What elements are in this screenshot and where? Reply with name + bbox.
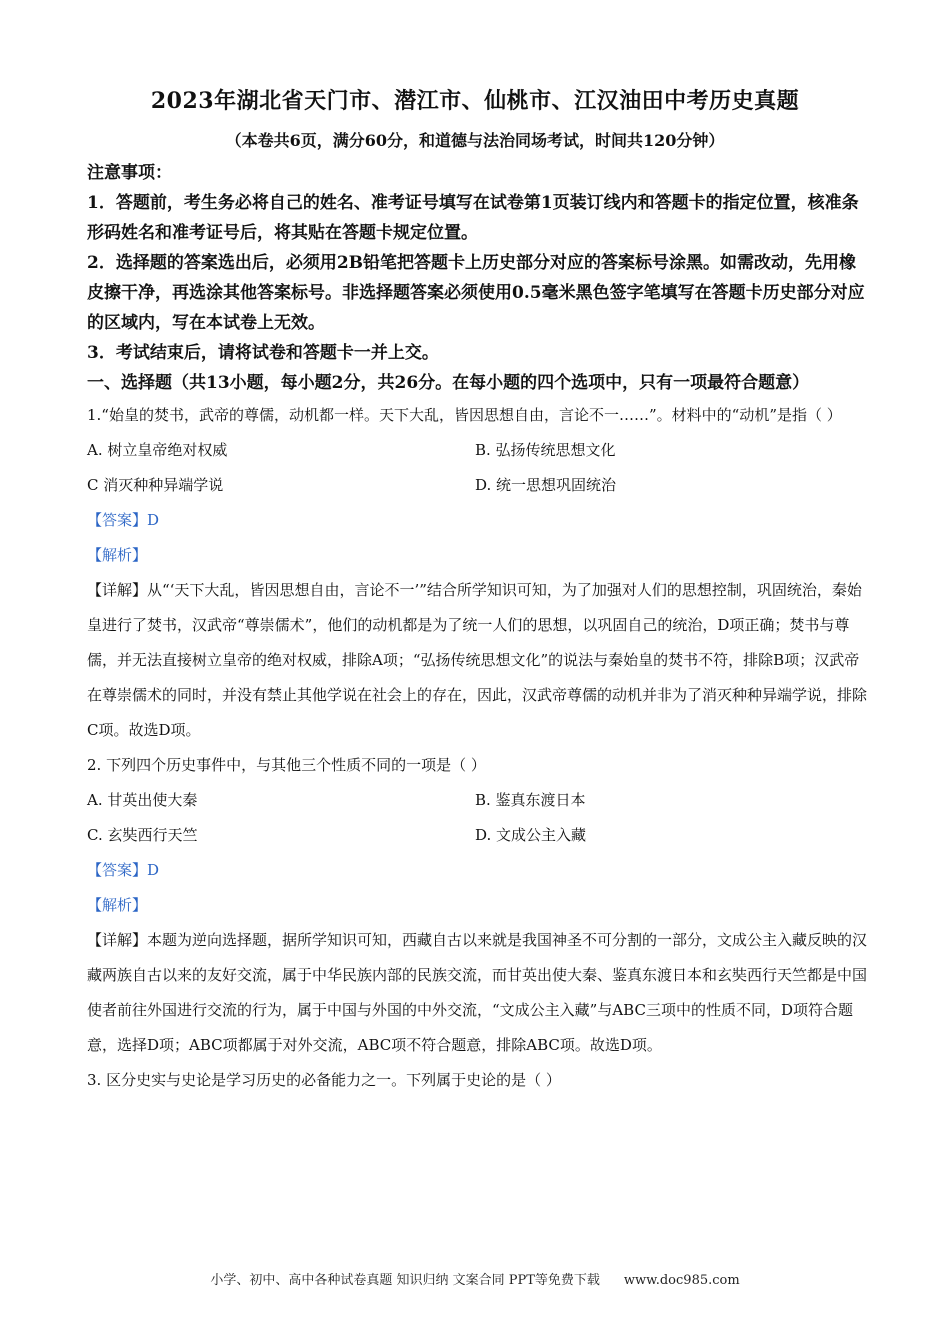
question-1-options (87, 433, 867, 503)
option-a: A. 树立皇帝绝对权威 (87, 441, 228, 459)
option-c: C. 玄奘西行天竺 (87, 826, 198, 844)
footer-text: 小学、初中、高中各种试卷真题 知识归纳 文案合同 PPT等免费下载 (210, 1273, 600, 1288)
exam-content (87, 158, 867, 1098)
page-subtitle: （本卷共6页，满分60分，和道德与法治同场考试，时间共120分钟） (225, 131, 725, 150)
answer-line (87, 853, 867, 888)
section-heading: 一、选择题（共13小题，每小题2分，共26分。在每小题的四个选项中，只有一项最符合题意） (87, 373, 810, 393)
notice-item: 1．答题前，考生务必将自己的姓名、准考证号填写在试卷第1页装订线内和答题卡的指定位置，核准条形码姓名和准考证号后，将其贴在答题卡规定位置。 (87, 193, 859, 243)
option-b: B. 弘扬传统思想文化 (475, 441, 616, 459)
option-b: B. 鉴真东渡日本 (475, 791, 586, 809)
option-c: C 消灭种种异端学说 (87, 476, 224, 494)
footer-url[interactable]: www.doc985.com (623, 1273, 740, 1288)
answer-label: 【答案】D (87, 861, 160, 879)
notice-heading: 注意事项： (87, 163, 172, 183)
analysis-label: 【解析】 (87, 896, 148, 914)
question-2-stem: 2. 下列四个历史事件中，与其他三个性质不同的一项是（ ） (87, 756, 486, 774)
analysis-label: 【解析】 (87, 546, 148, 564)
notice-item: 2．选择题的答案选出后，必须用2B铅笔把答题卡上历史部分对应的答案标号涂黑。如需改动，先用橡皮擦干净，再选涂其他答案标号。非选择题答案必须使用0.5毫米黑色签字笔填写在答题卡历史部分对应的区域内，写在本试卷上无效。 (87, 253, 865, 333)
page-footer (0, 1269, 950, 1288)
page-title: 2023年湖北省天门市、潜江市、仙桃市、江汉油田中考历史真题 (150, 88, 800, 114)
question-1-stem: 1.“始皇的焚书，武帝的尊儒，动机都一样。天下大乱，皆因思想自由，言论不一……”。材料中的“动机”是指（ ） (87, 406, 842, 424)
option-d: D. 文成公主入藏 (475, 826, 587, 844)
answer-label: 【答案】D (87, 511, 160, 529)
question-1-detail: 【详解】从“‘天下大乱，皆因思想自由，言论不一’”结合所学知识可知，为了加强对人们的思想控制，巩固统治，秦始皇进行了焚书，汉武帝“尊崇儒术”，他们的动机都是为了统一人们的思想，以巩固自己的统治，D项正确；焚书与尊儒，并无法直接树立皇帝的绝对权威，排除A项；“弘扬传统思想文化”的说法与秦始皇的焚书不符，排除B项；汉武帝在尊崇儒术的同时，并没有禁止其他学说在社会上的存在，因此，汉武帝尊儒的动机并非为了消灭种种异端学说，排除C项。故选D项。 (87, 581, 868, 739)
question-2-detail: 【详解】本题为逆向选择题，据所学知识可知，西藏自古以来就是我国神圣不可分割的一部分，文成公主入藏反映的汉藏两族自古以来的友好交流，属于中华民族内部的民族交流，而甘英出使大秦、鉴真东渡日本和玄奘西行天竺都是中国使者前往外国进行交流的行为，属于中国与外国的中外交流，“文成公主入藏”与ABC三项中的性质不同，D项符合题意，选择D项；ABC项都属于对外交流，ABC项不符合题意，排除ABC项。故选D项。 (87, 931, 868, 1054)
question-3-stem: 3. 区分史实与史论是学习历史的必备能力之一。下列属于史论的是（ ） (87, 1071, 561, 1089)
notice-item: 3．考试结束后，请将试卷和答题卡一并上交。 (87, 343, 439, 363)
option-d: D. 统一思想巩固统治 (475, 476, 617, 494)
question-2-options (87, 783, 867, 853)
answer-line (87, 503, 867, 538)
option-a: A. 甘英出使大秦 (87, 791, 198, 809)
